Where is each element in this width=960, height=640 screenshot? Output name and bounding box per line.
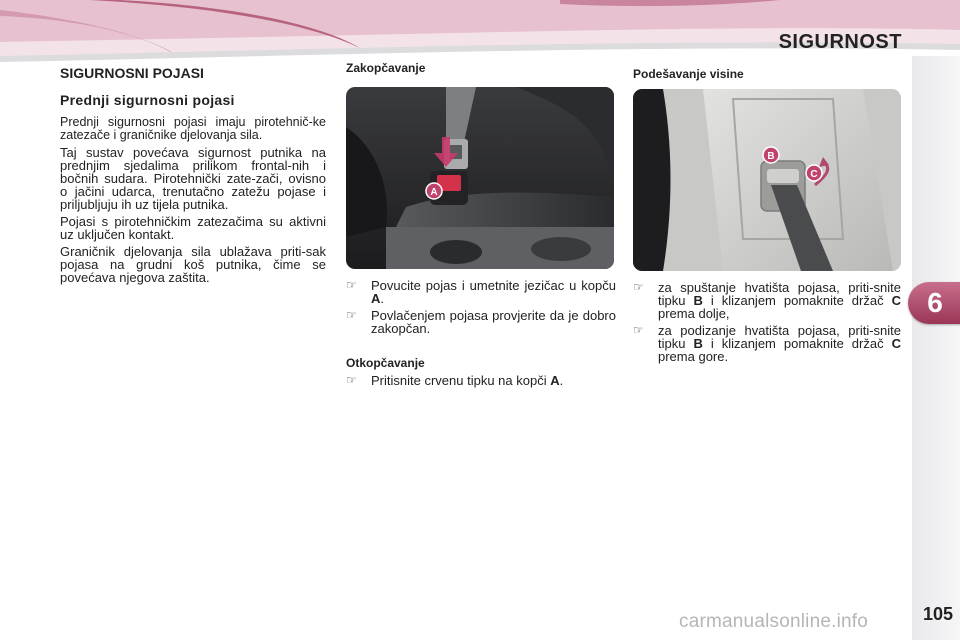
unfastening-heading: Otkopčavanje	[346, 356, 425, 370]
page-number: 105	[923, 604, 954, 624]
label-b: B	[767, 151, 775, 162]
list-item: ☞ za spuštanje hvatišta pojasa, priti-snite tipku B i klizanjem pomaknite držač C prema dolje,	[633, 280, 901, 321]
pointing-hand-icon: ☞	[633, 280, 644, 294]
pointing-hand-icon: ☞	[633, 323, 644, 337]
fastening-heading: Zakopčavanje	[346, 61, 426, 75]
height-adjuster-photo	[633, 89, 901, 271]
list-item: ☞ Pritisnite crvenu tipku na kopči A.	[346, 373, 564, 388]
buckle-illustration	[346, 87, 614, 269]
chapter-tab[interactable]: 6	[908, 282, 960, 324]
height-adjuster-illustration	[633, 89, 901, 271]
subsection-title: Prednji sigurnosni pojasi	[60, 92, 235, 108]
buckle-photo	[346, 87, 614, 269]
paragraph: Prednji sigurnosni pojasi imaju pirotehnič-ke zatezače i graničnike djelovanja sila.	[60, 115, 326, 142]
pointing-hand-icon: ☞	[346, 308, 357, 322]
column-height-adjust	[633, 62, 901, 367]
column-intro	[60, 62, 326, 288]
label-a: A	[430, 187, 438, 198]
pointing-hand-icon: ☞	[346, 278, 357, 292]
side-margin-bar	[912, 56, 960, 640]
label-c: C	[810, 169, 818, 180]
paragraph: Pojasi s pirotehničkim zatezačima su aktivni uz uključen kontakt.	[60, 214, 326, 242]
pointing-hand-icon: ☞	[346, 373, 357, 387]
watermark: carmanualsonline.info	[679, 611, 869, 632]
column-fastening	[346, 62, 616, 391]
list-item: ☞ Povucite pojas i umetnite jezičac u kopču A.	[346, 278, 616, 306]
list-item: ☞ Povlačenjem pojasa provjerite da je dobro zakopčan.	[346, 308, 616, 336]
list-item: ☞ za podizanje hvatišta pojasa, priti-snite tipku B i klizanjem pomaknite držač C prema gore.	[633, 323, 901, 364]
page-title: SIGURNOST	[778, 31, 902, 53]
paragraph: Taj sustav povećava sigurnost putnika na prednjim sjedalima prilikom frontal-nih i bočnih sudara. Pirotehnički zate-zači, ovisno o jačini udarca, trenutačno zatežu pojase i priljubljuju ih uz tijela putnika.	[60, 145, 326, 212]
height-adjust-heading: Podešavanje visine	[633, 67, 744, 81]
paragraph: Graničnik djelovanja sila ublažava priti-sak pojasa na grudni koš putnika, čime se povećava njegova zaštita.	[60, 244, 326, 285]
section-title: SIGURNOSNI POJASI	[60, 65, 204, 81]
